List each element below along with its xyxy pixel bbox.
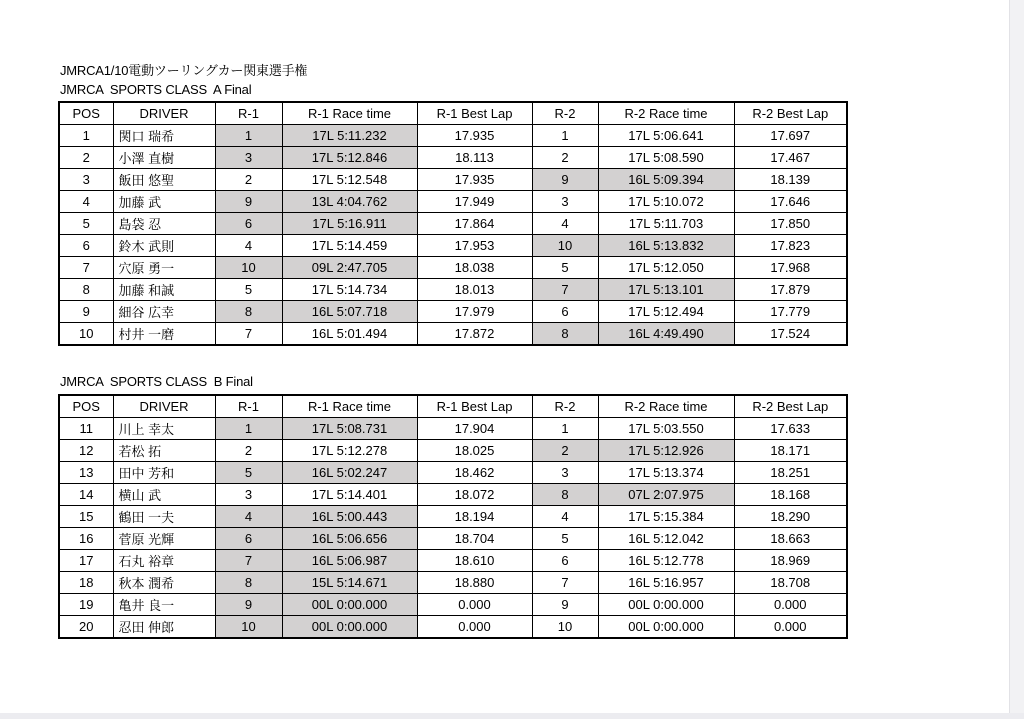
col-header-r2-race-time: R-2 Race time (598, 395, 734, 418)
col-header-r1-best-lap: R-1 Best Lap (417, 395, 532, 418)
cell-r1-position: 3 (215, 484, 282, 506)
cell-r1-race-time: 17L 5:14.459 (282, 235, 417, 257)
cell-r2-position: 4 (532, 213, 598, 235)
cell-r2-position: 10 (532, 616, 598, 639)
cell-r2-race-time: 17L 5:12.050 (598, 257, 734, 279)
cell-r1-race-time: 17L 5:16.911 (282, 213, 417, 235)
cell-r2-best-lap: 17.823 (734, 235, 847, 257)
col-header-pos: POS (59, 102, 113, 125)
cell-r1-best-lap: 18.013 (417, 279, 532, 301)
cell-r2-best-lap: 17.467 (734, 147, 847, 169)
cell-r2-best-lap: 17.646 (734, 191, 847, 213)
cell-r2-position: 5 (532, 528, 598, 550)
cell-r1-best-lap: 18.072 (417, 484, 532, 506)
cell-r2-best-lap: 18.290 (734, 506, 847, 528)
cell-r1-best-lap: 17.935 (417, 169, 532, 191)
cell-r1-position: 1 (215, 125, 282, 147)
cell-r1-position: 10 (215, 616, 282, 639)
cell-r1-position: 4 (215, 235, 282, 257)
cell-r2-race-time: 17L 5:03.550 (598, 418, 734, 440)
cell-pos: 5 (59, 213, 113, 235)
cell-driver: 菅原 光輝 (113, 528, 215, 550)
cell-r1-position: 6 (215, 213, 282, 235)
cell-r1-position: 3 (215, 147, 282, 169)
cell-r2-best-lap: 18.171 (734, 440, 847, 462)
cell-r2-race-time: 17L 5:13.101 (598, 279, 734, 301)
cell-r1-race-time: 16L 5:07.718 (282, 301, 417, 323)
col-header-r1-race-time: R-1 Race time (282, 102, 417, 125)
cell-r1-race-time: 09L 2:47.705 (282, 257, 417, 279)
cell-r2-position: 3 (532, 462, 598, 484)
cell-pos: 20 (59, 616, 113, 639)
cell-r1-position: 8 (215, 301, 282, 323)
cell-pos: 14 (59, 484, 113, 506)
col-header-r2-race-time: R-2 Race time (598, 102, 734, 125)
cell-r2-best-lap: 17.633 (734, 418, 847, 440)
cell-r2-race-time: 17L 5:11.703 (598, 213, 734, 235)
cell-r1-best-lap: 17.953 (417, 235, 532, 257)
cell-r2-position: 10 (532, 235, 598, 257)
cell-driver: 加藤 武 (113, 191, 215, 213)
col-header-r1: R-1 (215, 395, 282, 418)
results-table-a-final (58, 101, 848, 346)
cell-r1-race-time: 17L 5:12.548 (282, 169, 417, 191)
cell-r1-position: 6 (215, 528, 282, 550)
cell-r1-position: 5 (215, 462, 282, 484)
cell-driver: 亀井 良一 (113, 594, 215, 616)
cell-r1-race-time: 16L 5:00.443 (282, 506, 417, 528)
cell-r2-race-time: 16L 5:09.394 (598, 169, 734, 191)
cell-pos: 10 (59, 323, 113, 346)
cell-r2-best-lap: 17.968 (734, 257, 847, 279)
cell-pos: 2 (59, 147, 113, 169)
section-title-b-final: JMRCA SPORTS CLASS B Final (60, 374, 253, 389)
cell-driver: 田中 芳和 (113, 462, 215, 484)
cell-r1-best-lap: 17.935 (417, 125, 532, 147)
cell-r1-race-time: 17L 5:11.232 (282, 125, 417, 147)
cell-pos: 7 (59, 257, 113, 279)
table-row (59, 125, 847, 147)
table-row (59, 191, 847, 213)
cell-pos: 3 (59, 169, 113, 191)
cell-pos: 9 (59, 301, 113, 323)
cell-pos: 6 (59, 235, 113, 257)
cell-r1-position: 9 (215, 191, 282, 213)
cell-r2-best-lap: 0.000 (734, 594, 847, 616)
cell-r1-position: 7 (215, 323, 282, 346)
cell-r1-race-time: 16L 5:06.656 (282, 528, 417, 550)
cell-r2-position: 8 (532, 484, 598, 506)
cell-r2-position: 7 (532, 279, 598, 301)
cell-r1-best-lap: 0.000 (417, 616, 532, 639)
cell-r2-race-time: 17L 5:10.072 (598, 191, 734, 213)
table-row (59, 301, 847, 323)
cell-r1-position: 5 (215, 279, 282, 301)
cell-pos: 17 (59, 550, 113, 572)
table-row (59, 235, 847, 257)
cell-r1-race-time: 00L 0:00.000 (282, 616, 417, 639)
cell-pos: 15 (59, 506, 113, 528)
cell-r2-best-lap: 18.168 (734, 484, 847, 506)
cell-r2-race-time: 17L 5:08.590 (598, 147, 734, 169)
table-row (59, 462, 847, 484)
cell-driver: 鈴木 武則 (113, 235, 215, 257)
cell-r2-race-time: 00L 0:00.000 (598, 616, 734, 639)
table-row (59, 572, 847, 594)
cell-r1-position: 9 (215, 594, 282, 616)
table-row (59, 550, 847, 572)
table-row (59, 418, 847, 440)
viewer-right-edge (1009, 0, 1024, 719)
cell-r1-race-time: 17L 5:14.401 (282, 484, 417, 506)
cell-r1-best-lap: 17.979 (417, 301, 532, 323)
table-row (59, 594, 847, 616)
table-row (59, 528, 847, 550)
header-row (59, 102, 847, 125)
cell-r2-position: 1 (532, 418, 598, 440)
cell-r2-position: 1 (532, 125, 598, 147)
results-table-b-final (58, 394, 848, 639)
cell-r2-best-lap: 18.708 (734, 572, 847, 594)
cell-driver: 横山 武 (113, 484, 215, 506)
section-title-a-final: JMRCA SPORTS CLASS A Final (60, 82, 252, 97)
cell-r2-race-time: 17L 5:12.926 (598, 440, 734, 462)
cell-r1-best-lap: 18.194 (417, 506, 532, 528)
col-header-r1: R-1 (215, 102, 282, 125)
cell-r2-position: 2 (532, 440, 598, 462)
cell-r2-race-time: 07L 2:07.975 (598, 484, 734, 506)
col-header-r2: R-2 (532, 395, 598, 418)
cell-r2-best-lap: 17.697 (734, 125, 847, 147)
cell-r1-race-time: 17L 5:08.731 (282, 418, 417, 440)
col-header-driver: DRIVER (113, 102, 215, 125)
cell-r1-best-lap: 17.864 (417, 213, 532, 235)
cell-r1-best-lap: 18.025 (417, 440, 532, 462)
cell-r2-position: 8 (532, 323, 598, 346)
cell-r1-race-time: 16L 5:06.987 (282, 550, 417, 572)
cell-r1-position: 8 (215, 572, 282, 594)
cell-pos: 13 (59, 462, 113, 484)
cell-pos: 8 (59, 279, 113, 301)
cell-r2-race-time: 17L 5:15.384 (598, 506, 734, 528)
cell-r2-position: 9 (532, 594, 598, 616)
cell-r1-race-time: 16L 5:02.247 (282, 462, 417, 484)
cell-r2-best-lap: 18.251 (734, 462, 847, 484)
cell-r2-position: 6 (532, 550, 598, 572)
cell-r1-position: 2 (215, 169, 282, 191)
cell-r1-position: 4 (215, 506, 282, 528)
document-title: JMRCA1/10電動ツーリングカー関東選手権 (60, 63, 308, 78)
table-row (59, 257, 847, 279)
cell-r1-best-lap: 17.904 (417, 418, 532, 440)
cell-r2-race-time: 17L 5:12.494 (598, 301, 734, 323)
cell-r1-race-time: 17L 5:12.846 (282, 147, 417, 169)
cell-driver: 若松 拓 (113, 440, 215, 462)
cell-driver: 加藤 和誠 (113, 279, 215, 301)
cell-r2-best-lap: 17.524 (734, 323, 847, 346)
viewer-bottom-edge (0, 713, 1024, 719)
cell-r2-race-time: 17L 5:06.641 (598, 125, 734, 147)
cell-driver: 細谷 広幸 (113, 301, 215, 323)
cell-r2-position: 4 (532, 506, 598, 528)
cell-r2-best-lap: 17.850 (734, 213, 847, 235)
header-row (59, 395, 847, 418)
cell-r1-race-time: 17L 5:14.734 (282, 279, 417, 301)
cell-pos: 11 (59, 418, 113, 440)
cell-r2-position: 9 (532, 169, 598, 191)
cell-driver: 関口 瑞希 (113, 125, 215, 147)
cell-r2-best-lap: 0.000 (734, 616, 847, 639)
cell-r1-best-lap: 18.462 (417, 462, 532, 484)
cell-r1-position: 7 (215, 550, 282, 572)
cell-driver: 鶴田 一夫 (113, 506, 215, 528)
cell-r2-position: 7 (532, 572, 598, 594)
cell-r1-race-time: 17L 5:12.278 (282, 440, 417, 462)
col-header-pos: POS (59, 395, 113, 418)
cell-driver: 石丸 裕章 (113, 550, 215, 572)
cell-r1-best-lap: 18.610 (417, 550, 532, 572)
cell-r2-race-time: 17L 5:13.374 (598, 462, 734, 484)
cell-r2-race-time: 16L 5:12.778 (598, 550, 734, 572)
cell-r1-best-lap: 18.038 (417, 257, 532, 279)
cell-r1-best-lap: 18.113 (417, 147, 532, 169)
table-row (59, 279, 847, 301)
cell-driver: 忍田 伸郎 (113, 616, 215, 639)
cell-pos: 12 (59, 440, 113, 462)
col-header-r1-race-time: R-1 Race time (282, 395, 417, 418)
col-header-r2-best-lap: R-2 Best Lap (734, 102, 847, 125)
cell-r2-race-time: 16L 5:16.957 (598, 572, 734, 594)
cell-r2-race-time: 16L 5:12.042 (598, 528, 734, 550)
cell-r1-race-time: 00L 0:00.000 (282, 594, 417, 616)
cell-r1-race-time: 13L 4:04.762 (282, 191, 417, 213)
cell-pos: 4 (59, 191, 113, 213)
cell-r1-position: 2 (215, 440, 282, 462)
cell-driver: 飯田 悠聖 (113, 169, 215, 191)
cell-r1-race-time: 16L 5:01.494 (282, 323, 417, 346)
cell-driver: 川上 幸太 (113, 418, 215, 440)
cell-driver: 秋本 潤希 (113, 572, 215, 594)
cell-r2-position: 2 (532, 147, 598, 169)
cell-r2-best-lap: 18.663 (734, 528, 847, 550)
cell-pos: 1 (59, 125, 113, 147)
cell-pos: 18 (59, 572, 113, 594)
cell-r1-position: 1 (215, 418, 282, 440)
cell-pos: 16 (59, 528, 113, 550)
cell-r2-race-time: 00L 0:00.000 (598, 594, 734, 616)
table-row (59, 506, 847, 528)
table-row (59, 169, 847, 191)
cell-r2-best-lap: 18.969 (734, 550, 847, 572)
cell-r1-best-lap: 0.000 (417, 594, 532, 616)
cell-driver: 村井 一磨 (113, 323, 215, 346)
col-header-r2-best-lap: R-2 Best Lap (734, 395, 847, 418)
cell-driver: 小澤 直樹 (113, 147, 215, 169)
cell-r2-best-lap: 18.139 (734, 169, 847, 191)
table-row (59, 213, 847, 235)
table-row (59, 616, 847, 639)
cell-r1-position: 10 (215, 257, 282, 279)
table-row (59, 147, 847, 169)
cell-r2-race-time: 16L 5:13.832 (598, 235, 734, 257)
table-row (59, 323, 847, 346)
table-row (59, 440, 847, 462)
cell-r2-best-lap: 17.879 (734, 279, 847, 301)
cell-r1-best-lap: 17.949 (417, 191, 532, 213)
col-header-driver: DRIVER (113, 395, 215, 418)
cell-pos: 19 (59, 594, 113, 616)
cell-driver: 島袋 忍 (113, 213, 215, 235)
cell-r2-position: 3 (532, 191, 598, 213)
cell-r2-best-lap: 17.779 (734, 301, 847, 323)
cell-r1-best-lap: 17.872 (417, 323, 532, 346)
cell-r1-race-time: 15L 5:14.671 (282, 572, 417, 594)
table-row (59, 484, 847, 506)
col-header-r1-best-lap: R-1 Best Lap (417, 102, 532, 125)
cell-r2-position: 5 (532, 257, 598, 279)
cell-r1-best-lap: 18.880 (417, 572, 532, 594)
cell-r2-race-time: 16L 4:49.490 (598, 323, 734, 346)
cell-r1-best-lap: 18.704 (417, 528, 532, 550)
cell-driver: 穴原 勇一 (113, 257, 215, 279)
cell-r2-position: 6 (532, 301, 598, 323)
col-header-r2: R-2 (532, 102, 598, 125)
